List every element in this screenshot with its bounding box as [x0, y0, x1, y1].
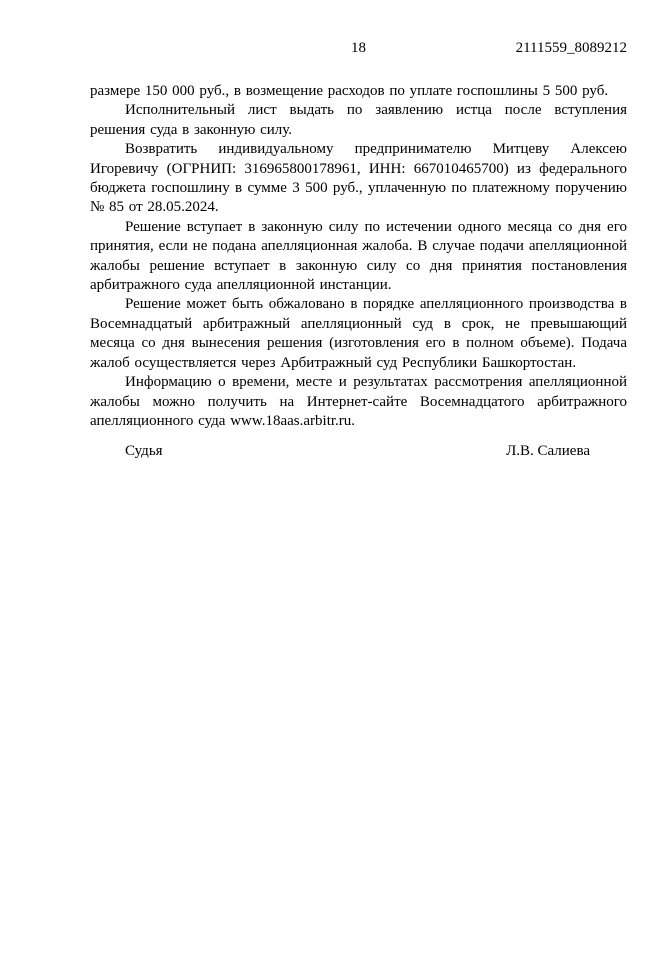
paragraph-appeal-info: Информацию о времени, месте и результатах рассмотрения апелляционной жалобы можно получить на Интернет-сайте Восемнадцатого арбитражного апелляционного суда www.18aas.arbitr.ru. [90, 374, 627, 429]
judge-name: Л.В. Салиева [506, 443, 590, 460]
paragraph-costs-continuation: размере 150 000 руб., в возмещение расходов по уплате госпошлины 5 500 руб. [90, 83, 609, 99]
document-body [90, 82, 627, 431]
page-header [90, 39, 627, 58]
paragraph-writ-of-execution: Исполнительный лист выдать по заявлению истца после вступления решения суда в законную силу. [90, 102, 627, 138]
paragraph-fee-refund: Возвратить индивидуальному предпринимателю Митцеву Алексею Игоревичу (ОГРНИП: 316965800178961, ИНН: 667010465700) из федерального бюджета госпошлину в сумме 3 500 руб., уплаченную по платежному поручению № 85 от 28.05.2024. [90, 141, 627, 216]
judge-label: Судья [125, 443, 163, 460]
paragraph-legal-force: Решение вступает в законную силу по истечении одного месяца со дня его принятия, если не подана апелляционная жалоба. В случае подачи апелляционной жалобы решение вступает в законную силу со дня принятия постановления арбитражного суда апелляционной инстанции. [90, 218, 627, 294]
page-number: 18 [351, 40, 366, 56]
document-id: 2111559_8089212 [515, 40, 627, 56]
paragraph-appeal-procedure: Решение может быть обжаловано в порядке апелляционного производства в Восемнадцатый арбитражный апелляционный суд в срок, не превышающий месяца со дня вынесения решения (изготовления его в полном объеме). Подача жалоб осуществляется через Арбитражный суд Республики Башкортостан. [90, 296, 627, 371]
signature-row [90, 442, 627, 461]
